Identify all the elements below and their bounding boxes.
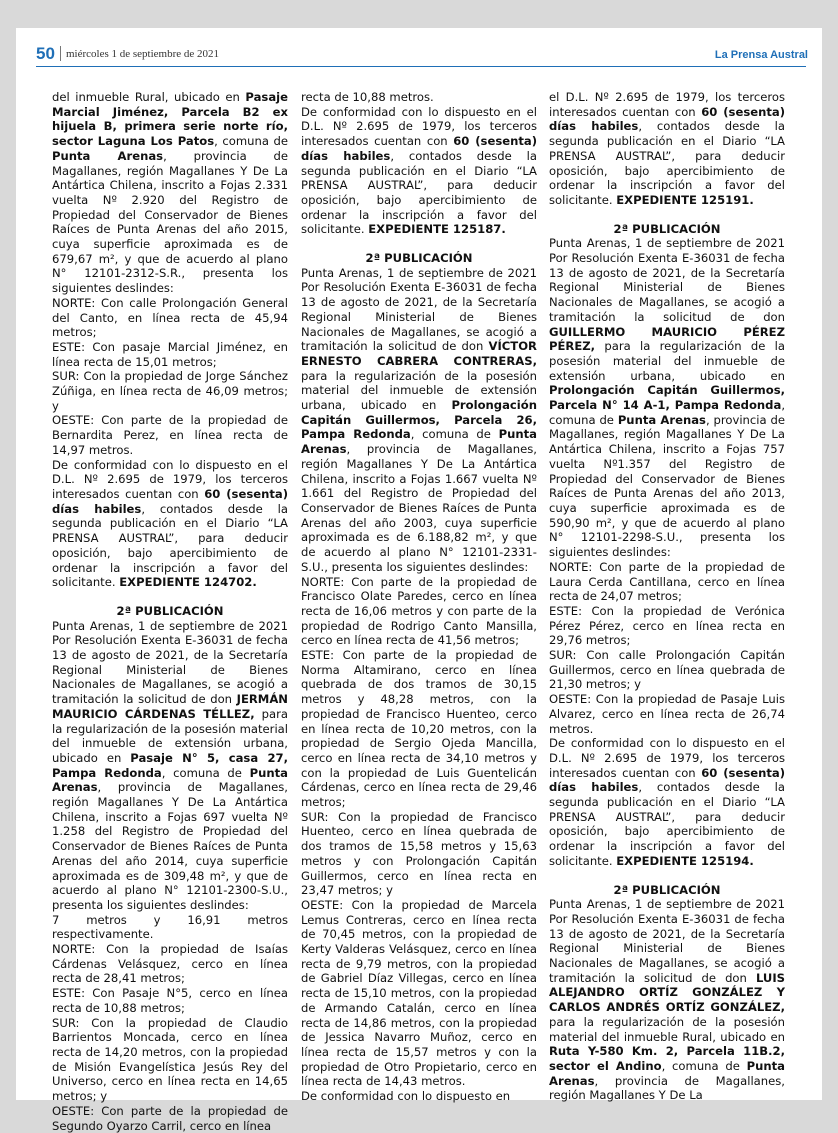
bold-text: 60 (sesenta) días habiles <box>52 486 289 516</box>
text-run: , comuna de <box>549 398 785 427</box>
bold-text: 60 (sesenta) días habiles <box>549 104 786 134</box>
boundary-east: ESTE: Con Pasaje N°5, cerco en línea recta de 10,88 metros; <box>52 986 288 1015</box>
boundary-north: NORTE: Con parte de la propiedad de Francisco Olate Paredes, cerco en línea recta de 16,06 metros y con parte de la propiedad de Rodrigo Canto Mansilla, cerco en línea recta de 41,56 metros; <box>301 574 537 648</box>
text-run: Punta Arenas, 1 de septiembre de 2021 Por Resolución Exenta E-36031 de fecha 13 de agosto de 2021, de la Secretaría Regional Ministerial de Bienes Nacionales de Magallanes, se acogió a tramitación la solicitud de don <box>549 236 785 324</box>
boundary-east: ESTE: Con la propiedad de Verónica Pérez Pérez, cerco en línea recta en 29,76 metros; <box>549 603 785 648</box>
notice-heading: 2ª PUBLICACIÓN <box>365 251 473 266</box>
text-run: De conformidad con lo dispuesto en el D.L. Nº 2.695 de 1979, los terceros interesados cuentan con <box>301 104 537 149</box>
notice-closing: De conformidad con lo dispuesto en <box>301 1089 511 1104</box>
boundary-west: OESTE: Con la propiedad de Pasaje Luis Alvarez, cerco en línea recta de 26,74 metros. <box>549 692 785 736</box>
page-header <box>36 44 806 66</box>
bold-text: Punta Arenas <box>617 412 706 427</box>
text-run: , contados desde la segunda publicación en el Diario “LA PRENSA AUSTRAL”, para deducir oposición, bajo apercibimiento de ordenar la inscripción a favor del solicitante. <box>52 501 288 590</box>
bold-text: LUIS ALEJANDRO ORTÍZ GONZÁLEZ Y CARLOS ANDRÉS ORTÍZ GONZÁLEZ, <box>549 970 785 1015</box>
notice-heading: 2ª PUBLICACIÓN <box>613 221 721 236</box>
bold-text: Punta Arenas <box>52 148 164 163</box>
boundary-north: NORTE: Con parte de la propiedad de Laura Cerda Cantillana, cerco en línea recta de 24,07 metros; <box>549 559 785 604</box>
bold-text: Pasaje Marcial Jiménez, Parcela B2 ex hijuela B, primera serie norte río, sector Laguna Los Patos <box>52 90 288 149</box>
notice-line: recta de 10,88 metros. <box>301 90 434 104</box>
header-separator <box>60 46 61 61</box>
boundary-north: NORTE: Con la propiedad de Isaías Cárdenas Velásquez, cerco en línea recta de 28,41 metros; <box>52 942 288 986</box>
notice-paragraph <box>52 90 288 296</box>
boundary-south: SUR: Con la propiedad de Claudio Barrientos Moncada, cerco en línea recta de 14,20 metros, con la propiedad de Misión Evangelística Jesús Rey del Universo, cerco en línea recta en 14,65 metros; y <box>52 1015 288 1104</box>
bold-text: Prolongación Capitán Guillermos, Parcela 26, Pampa Redonda <box>301 398 537 442</box>
bold-text: EXPEDIENTE 124702. <box>119 575 257 590</box>
boundary-south: SUR: Con la propiedad de Francisco Huenteo, cerco en línea quebrada de dos tramos de 15,58 metros y 15,63 metros y con Prolongación Capitán Guillermos, cerco en línea recta en 23,47 metros; y <box>301 809 537 898</box>
bold-text: Punta Arenas <box>549 1059 785 1088</box>
page-background-top <box>0 0 838 28</box>
notice-heading: 2ª PUBLICACIÓN <box>116 603 224 618</box>
text-run: del inmueble Rural, ubicado en <box>52 90 246 104</box>
text-run: , contados desde la segunda publicación en el Diario “LA PRENSA AUSTRAL”, para deducir oposición, bajo apercibimiento de ordenar la inscripción a favor del solicitante. <box>549 119 785 207</box>
bold-text: Punta Arenas <box>52 765 288 795</box>
text-run: para la regularización de la posesión material del inmueble Rural, ubicado en <box>549 1014 785 1044</box>
text-run: Punta Arenas, 1 de septiembre de 2021 Por Resolución Exenta E-36031 de fecha 13 de agosto de 2021, de la Secretaría Regional Ministerial de Bienes Nacionales de Magallanes, se acogió a tramitación la solicitud de don <box>549 897 785 985</box>
boundary-west: OESTE: Con la propiedad de Marcela Lemus Contreras, cerco en línea recta de 70,45 metros, con la propiedad de Kerty Valderas Velásquez, cerco en línea recta de 9,79 metros, con la propiedad de Gabriel Díaz Villegas, cerco en línea recta de 15,10 metros, con la propiedad de Armando Catalán, cerco en línea recta de 14,86 metros, con la propiedad de Jessica Navarro Muñoz, cerco en línea recta de 15,57 metros y con la propiedad de Otro Propietario, cerco en línea recta de 14,43 metros. <box>301 897 537 1089</box>
text-run: , comuna de <box>661 1059 747 1073</box>
notice-paragraph <box>549 236 785 559</box>
text-run: , provincia de Magallanes, región Magallanes Y De La Antártica Chilena, inscrito a Fojas 2.331 vuelta Nº 2.920 del Registro de Propiedad del Conservador de Bienes Raíces de Punta Arenas del año 2015, cuya superficie aproximada es de 679,67 m², y que de acuerdo al plano N° 12101-2312-S.R., presenta los siguientes deslindes: <box>52 148 288 296</box>
column-1 <box>52 90 289 1133</box>
header-date: miércoles 1 de septiembre de 2021 <box>66 48 220 60</box>
header-rule <box>36 66 806 67</box>
text-run: para la regularización de la posesión material del inmueble de extensión urbana, ubicado en <box>301 368 537 413</box>
notice-paragraph <box>549 897 785 1103</box>
text-run: De conformidad con lo dispuesto en el D.L. Nº 2.695 de 1979, los terceros interesados cuentan con <box>52 457 288 501</box>
text-run: Punta Arenas, 1 de septiembre de 2021 Por Resolución Exenta E-36031 de fecha 13 de agosto de 2021, de la Secretaría Regional Ministerial de Bienes Nacionales de Magallanes, se acogió a tramitación la solicitud de don <box>52 618 288 707</box>
boundary-east: ESTE: Con parte de la propiedad de Norma Altamirano, cerco en línea quebrada de dos tramos de 30,15 metros y 48,28 metros, con la propiedad de Francisco Huenteo, cerco en línea recta de 10,20 metros, con la propiedad de Sergio Ojeda Mancilla, cerco en línea recta de 34,10 metros y con la propiedad de Luis Guentelicán Cárdenas, cerco en línea recta de 29,46 metros; <box>301 648 537 810</box>
notices-columns <box>52 90 788 1133</box>
newspaper-brand: La Prensa Austral <box>714 49 808 61</box>
text-run: Punta Arenas, 1 de septiembre de 2021 Por Resolución Exenta E-36031 de fecha 13 de agosto de 2021, de la Secretaría Regional Ministerial de Bienes Nacionales de Magallanes, se acogió a tramitación la solicitud de don <box>301 265 537 354</box>
text-run: De conformidad con lo dispuesto en el D.L. Nº 2.695 de 1979, los terceros interesados cuentan con <box>549 736 785 780</box>
boundary-east: ESTE: Con pasaje Marcial Jiménez, en línea recta de 15,01 metros; <box>52 339 288 369</box>
bold-text: EXPEDIENTE 125191. <box>616 192 754 207</box>
boundary-north: NORTE: Con calle Prolongación General del Canto, en línea recta de 45,94 metros; <box>52 295 288 340</box>
boundary-south: SUR: Con la propiedad de Jorge Sánchez Zúñiga, en línea recta de 46,09 metros; y <box>52 369 288 413</box>
bold-text: EXPEDIENTE 125194. <box>616 853 754 868</box>
text-run: para la regularización de la posesión material del inmueble de extensión urbana, ubicado en <box>549 339 785 383</box>
bold-text: EXPEDIENTE 125187. <box>368 222 506 237</box>
bold-text: 60 (sesenta) días habiles <box>549 765 786 795</box>
text-run: , provincia de Magallanes, región Magallanes Y De La Antártica Chilena, inscrito a Fojas 697 vuelta Nº 1.258 del Registro de Propiedad del Conservador de Bienes Raíces de Punta Arenas del año 2014, cuya superficie aproximada es de 309,48 m², y que de acuerdo al plano N° 12101-2300-S.U., presenta los siguientes deslindes: <box>52 780 288 912</box>
notice-heading: 2ª PUBLICACIÓN <box>613 882 721 897</box>
notice-paragraph <box>52 619 288 913</box>
boundary-west: OESTE: Con parte de la propiedad de Bernardita Perez, en línea recta de 14,97 metros. <box>52 413 288 457</box>
text-run: , contados desde la segunda publicación en el Diario “LA PRENSA AUSTRAL”, para deducir oposición, bajo apercibimiento de ordenar la inscripción a favor del solicitante. <box>549 780 785 868</box>
notice-closing <box>549 736 785 868</box>
text-run: , comuna de <box>161 765 250 780</box>
notice-closing <box>52 458 288 590</box>
bold-text: 60 (sesenta) días habiles <box>301 134 538 163</box>
text-run: , provincia de Magallanes, región Magallanes Y De La Antártica Chilena, inscrito a Fojas 1.667 vuelta Nº 1.661 del Registro de Propiedad del Conservador de Bienes Raíces de Punta Arenas del año 2003, cuya superficie aproximada es de 6.188,82 m², y que de acuerdo al plano N° 12101-2331-S.U., presenta los siguientes deslindes: <box>301 442 537 574</box>
boundary-west: OESTE: Con parte de la propiedad de Segundo Oyarzo Carril, cerco en línea <box>52 1103 288 1133</box>
bold-text: JERMÁN MAURICIO CÁRDENAS TÉLLEZ, <box>52 692 288 721</box>
notice-line: 7 metros y 16,91 metros respectivamente. <box>52 912 288 942</box>
text-run: , contados desde la segunda publicación en el Diario “LA PRENSA AUSTRAL”, para deducir oposición, bajo apercibimiento de ordenar la inscripción a favor del solicitante. <box>301 148 537 237</box>
text-run: para la regularización de la posesión material del inmueble de extensión urbana, ubicado en <box>52 706 288 765</box>
column-2 <box>301 90 538 1104</box>
notice-closing <box>549 90 785 208</box>
text-run: el D.L. Nº 2.695 de 1979, los terceros interesados cuentan con <box>549 90 785 119</box>
column-3 <box>549 90 786 1103</box>
text-run: , comuna de <box>214 134 288 149</box>
bold-text: GUILLERMO MAURICIO PÉREZ PÉREZ, <box>549 324 785 354</box>
bold-text: Punta Arenas <box>301 427 537 457</box>
bold-text: Prolongación Capitán Guillermos, Parcela N° 14 A-1, Pampa Redonda <box>549 383 785 413</box>
notice-paragraph <box>301 266 537 575</box>
page-number: 50 <box>36 44 55 63</box>
text-run: , provincia de Magallanes, región Magallanes Y De La <box>549 1073 785 1103</box>
bold-text: Ruta Y-580 Km. 2, Parcela 11B.2, sector el Andino <box>549 1044 785 1073</box>
bold-text: VÍCTOR ERNESTO CABRERA CONTRERAS, <box>301 339 537 368</box>
notice-closing <box>301 105 537 237</box>
bold-text: Pasaje N° 5, casa 27, Pampa Redonda <box>52 750 288 780</box>
text-run: , comuna de <box>410 427 499 442</box>
text-run: , provincia de Magallanes, región Magallanes Y De La Antártica Chilena, inscrito a Fojas 757 vuelta Nº1.357 del Registro de Propiedad del Conservador de Bienes Raíces de Punta Arenas del año 2013, cuya superficie aproximada es de 590,90 m², y que de acuerdo al plano N° 12101-2298-S.U., presenta los siguientes deslindes: <box>549 412 785 560</box>
boundary-south: SUR: Con calle Prolongación Capitán Guillermos, cerco en línea quebrada de 21,30 metros; y <box>549 648 785 692</box>
